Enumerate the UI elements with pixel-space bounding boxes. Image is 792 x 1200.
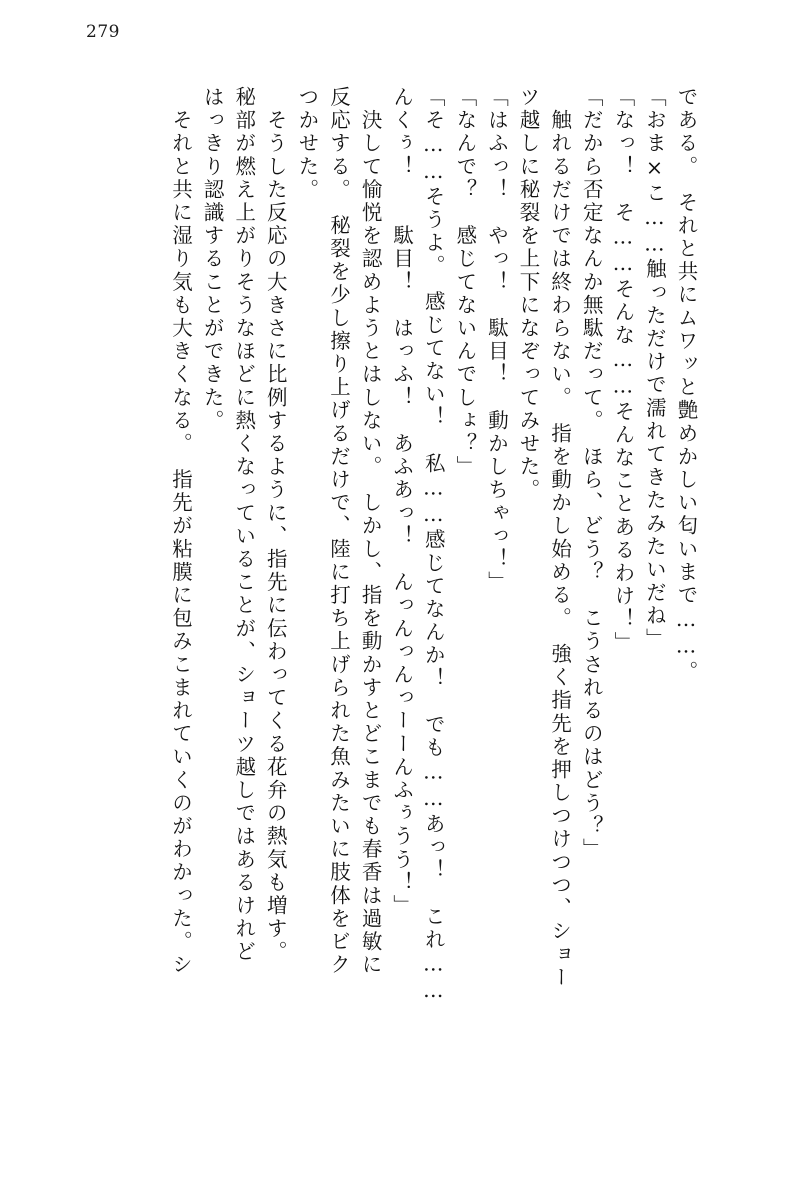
text-column: はっきり認識することができた。 bbox=[200, 86, 225, 433]
text-column: 決して愉悦を認めようとはしない。 しかし、指を動かすとどこまでも春香は過敏に bbox=[358, 86, 383, 977]
text-column: 「はふっ！ やっ！ 駄目！ 動かしちゃっ！」 bbox=[484, 86, 509, 595]
text-column: である。 それと共にムワッと艶めかしい匂いまで……。 bbox=[674, 86, 698, 684]
text-column: 秘部が燃え上がりそうなほどに熱くなっていることが、ショーツ越しではあるけれど bbox=[231, 86, 256, 964]
text-column: 「だから否定なんか無駄だって。 ほら、どう？ こうされるのはどう？」 bbox=[579, 86, 604, 862]
text-column: 「そ……そうよ。 感じてない！ 私……感じてなんか！ でも……あっ！ これ…… bbox=[421, 86, 446, 1005]
text-column: そうした反応の大きさに比例するように、指先に伝わってくる花弁の熱気も増す。 bbox=[263, 86, 288, 964]
text-column: 「なんで？ 感じてないんでしょ？」 bbox=[452, 86, 477, 479]
text-column: 「おま×こ……触っただけで濡れてきたみたいだね」 bbox=[642, 86, 667, 651]
text-column: 触れるだけでは終わらない。 指を動かし始める。 強く指先を押しつけつつ、ショー bbox=[547, 86, 572, 990]
text-column: それと共に湿り気も大きくなる。 指先が粘膜に包みこまれていくのがわかった。シ bbox=[168, 86, 193, 977]
vertical-text-block bbox=[96, 86, 696, 1146]
text-column: 反応する。 秘裂を少し擦り上げるだけで、陸に打ち上げられた魚みたいに肢体をビク bbox=[326, 86, 351, 977]
text-column: ツ越しに秘裂を上下になぞってみせた。 bbox=[516, 86, 541, 502]
text-column: つかせた。 bbox=[294, 86, 319, 202]
text-column: んくぅ！ 駄目！ はっふ！ あふあっ！ んっんっんっーーんふぅうう！」 bbox=[389, 86, 414, 918]
text-column: 「なっ！ そ……そんな……そんなことあるわけ！」 bbox=[610, 86, 635, 655]
page-number: 279 bbox=[86, 22, 120, 42]
